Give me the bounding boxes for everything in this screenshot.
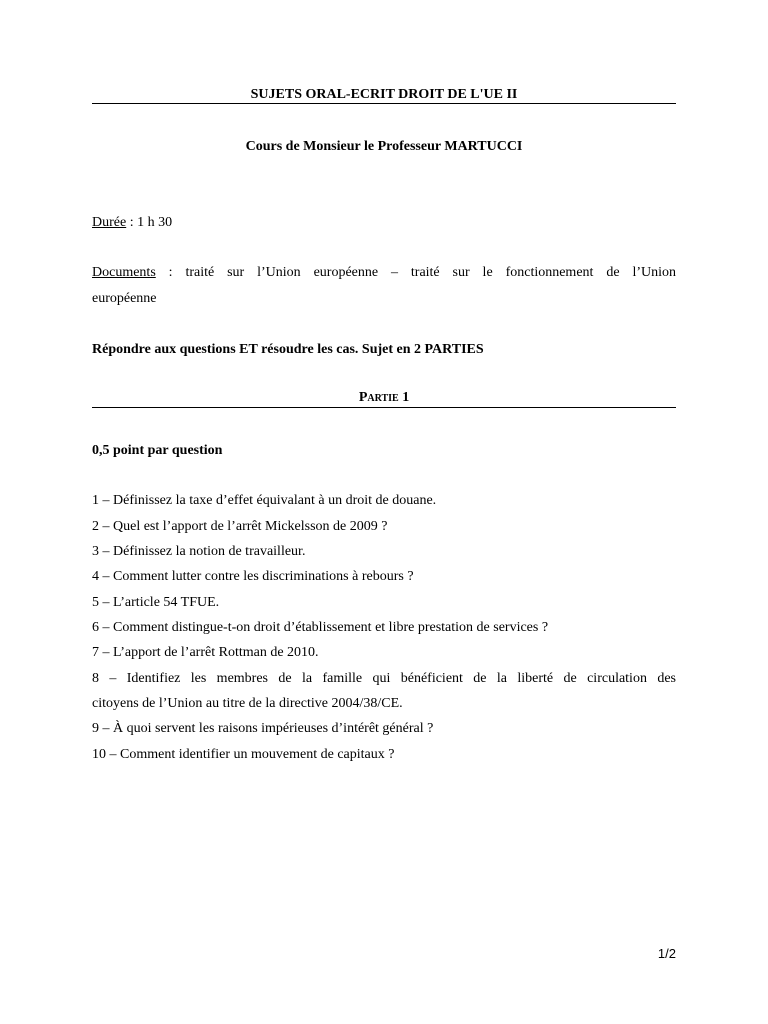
duree-value: : 1 h 30 xyxy=(126,215,173,230)
question-item: 2 – Quel est l’apport de l’arrêt Mickelsson de 2009 ? xyxy=(92,519,388,534)
instruction-text: Répondre aux questions ET résoudre les cas. Sujet en 2 PARTIES xyxy=(92,342,484,357)
documents-label: Documents xyxy=(92,265,156,280)
question-item: 8 – Identifiez les membres de la famille qui bénéficient de la liberté de circulation des xyxy=(92,671,676,686)
question-item: 3 – Définissez la notion de travailleur. xyxy=(92,544,306,559)
question-item: 1 – Définissez la taxe d’effet équivalant à un droit de douane. xyxy=(92,493,437,508)
partie-heading: Partie 1 xyxy=(358,390,410,405)
partie-underline xyxy=(92,407,676,408)
title-underline xyxy=(92,103,676,104)
duree-label: Durée xyxy=(92,215,127,230)
question-item-continued: citoyens de l’Union au titre de la directive 2004/38/CE. xyxy=(92,696,403,711)
question-item: 9 – À quoi servent les raisons impérieuses d’intérêt général ? xyxy=(92,721,434,736)
document-page xyxy=(92,0,676,1024)
documents-text-1: : traité sur l’Union européenne – traité sur le fonctionnement de l’Union xyxy=(155,265,676,280)
question-item: 10 – Comment identifier un mouvement de capitaux ? xyxy=(92,747,395,762)
page-number: 1/2 xyxy=(657,946,676,961)
documents-line-1 xyxy=(92,264,676,281)
question-item: 6 – Comment distingue-t-on droit d’établissement et libre prestation de services ? xyxy=(92,620,549,635)
course-subtitle: Cours de Monsieur le Professeur MARTUCCI xyxy=(245,139,523,154)
documents-line-2: européenne xyxy=(92,291,157,306)
duree-line xyxy=(92,214,676,231)
points-note: 0,5 point par question xyxy=(92,443,223,458)
document-title: SUJETS ORAL-ECRIT DROIT DE L'UE II xyxy=(250,87,518,102)
question-item: 5 – L’article 54 TFUE. xyxy=(92,595,220,610)
question-item: 4 – Comment lutter contre les discriminations à rebours ? xyxy=(92,569,414,584)
question-item: 7 – L’apport de l’arrêt Rottman de 2010. xyxy=(92,645,319,660)
